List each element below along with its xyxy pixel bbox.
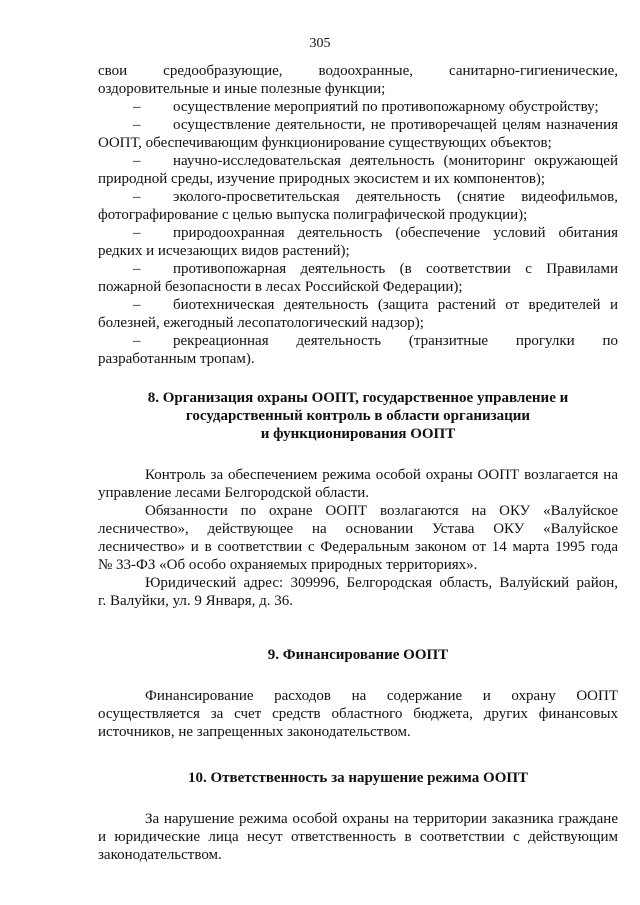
paragraph-line: лесничество», действующее на основании Устава ОКУ «Валуйское [98,521,618,537]
paragraph [98,687,618,741]
list-item [98,260,618,296]
section-heading [98,389,618,443]
paragraph [98,466,618,502]
paragraph-line: и юридические лица несут ответственность в соответствии с действующим [98,829,618,845]
list-item-text: биотехническая деятельность (защита растений от вредителей и [173,297,618,313]
dash-marker: – [133,225,141,241]
list-item [98,224,618,260]
paragraph [98,502,618,574]
paragraph-line: Обязанности по охране ООПТ возлагаются на ОКУ «Валуйское [145,503,618,519]
paragraph-line: Контроль за обеспечением режима особой охраны ООПТ возлагается на [145,467,618,483]
paragraph-line: законодательством. [98,847,222,863]
list-item-text: разработанным тропам). [98,351,255,367]
dash-marker: – [133,333,141,349]
list-item-text: редких и исчезающих видов растений); [98,243,350,259]
list-item-text: рекреационная деятельность (транзитные прогулки по [173,333,618,349]
dash-marker: – [133,117,141,133]
paragraph-line: источников, не запрещенных законодательством. [98,724,411,740]
paragraph-line: г. Валуйки, ул. 9 Января, д. 36. [98,593,294,609]
heading-line: государственный контроль в области организации [185,408,531,424]
list-item [98,296,618,332]
section-9 [98,646,618,741]
list-item-text: осуществление мероприятий по противопожарному обустройству; [173,99,599,115]
intro-paragraph [98,62,618,98]
list-item [98,332,618,368]
list-item-text: научно-исследовательская деятельность (мониторинг окружающей [173,153,618,169]
list-item [98,188,618,224]
section-10 [98,769,618,864]
list-item-text: противопожарная деятельность (в соответствии с Правилами [173,261,618,277]
paragraph-line: лесничество» и в соответствии с Федеральным законом от 14 марта 1995 года [98,539,618,555]
list-item-text: болезней, ежегодный лесопатологический надзор); [98,315,424,331]
section-8 [98,389,618,610]
list-item [98,98,618,116]
paragraph-line: Юридический адрес: 309996, Белгородская область, Валуйский район, [145,575,618,591]
paragraph-line: № 33-ФЗ «Об особо охраняемых природных территориях». [98,557,478,573]
dash-marker: – [133,297,141,313]
paragraph [98,574,618,610]
heading-line: и функционирования ООПТ [260,426,456,442]
dash-marker: – [133,99,141,115]
page-number: 305 [309,36,331,51]
list-item-text: эколого-просветительская деятельность (снятие видеофильмов, [173,189,618,205]
list-item-text: осуществление деятельности, не противоречащей целям назначения [173,117,618,133]
list-item-text: природной среды, изучение природных экосистем и их компонентов); [98,171,546,187]
paragraph-line: управление лесами Белгородской области. [98,485,370,501]
paragraph [98,810,618,864]
list-item-text: природоохранная деятельность (обеспечение условий обитания [173,225,618,241]
heading-line: 8. Организация охраны ООПТ, государственное управление и [147,390,569,406]
list-item-text: пожарной безопасности в лесах Российской Федерации); [98,279,463,295]
paragraph-line: За нарушение режима особой охраны на территории заказника граждане [145,811,618,827]
paragraph-line: осуществляется за счет средств областного бюджета, других финансовых [98,706,618,722]
dash-marker: – [133,189,141,205]
intro-line: свои средообразующие, водоохранные, санитарно-гигиенические, [98,63,618,79]
dash-marker: – [133,261,141,277]
section-heading: 10. Ответственность за нарушение режима ООПТ [187,770,529,786]
page-content [98,62,618,864]
dash-marker: – [133,153,141,169]
intro-line: оздоровительные и иные полезные функции; [98,81,386,97]
list-item-text: ООПТ, обеспечивающим функционирование существующих объектов; [98,135,552,151]
list-item [98,116,618,152]
list-item [98,152,618,188]
list-item-text: фотографирование с целью выпуска полиграфической продукции); [98,207,528,223]
section-heading: 9. Финансирование ООПТ [267,647,449,663]
paragraph-line: Финансирование расходов на содержание и охрану ООПТ [145,688,618,704]
activity-list [98,98,618,368]
